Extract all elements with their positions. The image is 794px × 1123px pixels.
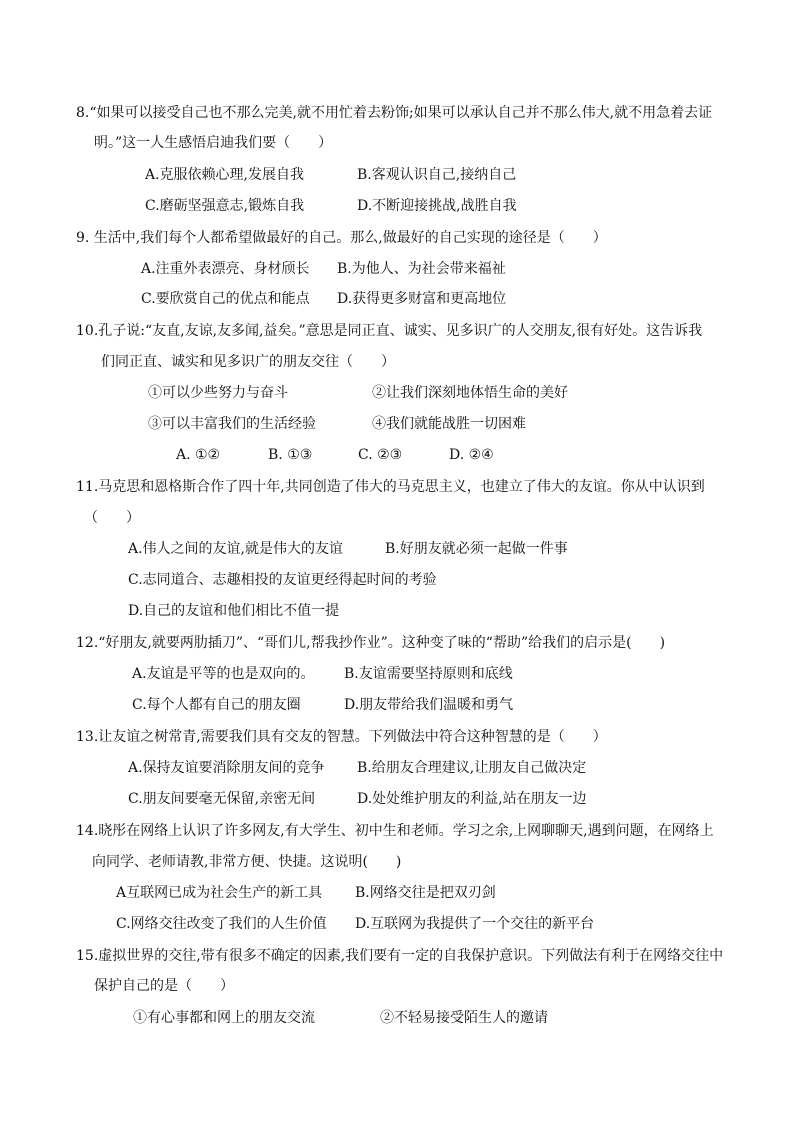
- question-13-option-a: A.保持友谊要消除朋友间的竞争: [128, 760, 325, 776]
- question-13-stem: 13.让友谊之树常青,需要我们具有交友的智慧。下列做法中符合这种智慧的是（ ）: [76, 729, 607, 745]
- question-11-stem-line1: 11.马克思和恩格斯合作了四十年,共同创造了伟大的马克思主义，也建立了伟大的友谊。你从中认识到: [76, 479, 705, 495]
- question-11-option-a: A.伟人之间的友谊,就是伟大的友谊: [128, 541, 344, 557]
- question-8-option-a: A.克服依赖心理,发展自我: [145, 167, 305, 183]
- question-10-item-1: ①可以少些努力与奋斗: [148, 385, 288, 401]
- question-15-item-1: ①有心事都和网上的朋友交流: [133, 1010, 315, 1026]
- question-15-stem-line1: 15.虚拟世界的交往,带有很多不确定的因素,我们要有一定的自我保护意识。下列做法有利于在网络交往中: [76, 948, 724, 964]
- question-14-stem-line2: 向同学、老师请教,非常方便、快捷。这说明( ): [92, 854, 402, 870]
- question-11-stem-line2: （ ）: [84, 510, 140, 526]
- question-10-item-2: ②让我们深刻地体悟生命的美好: [372, 385, 568, 401]
- question-12-option-a: A.友谊是平等的也是双向的。: [132, 666, 315, 682]
- question-13-option-b: B.给朋友合理建议,让朋友自己做决定: [357, 760, 587, 776]
- question-11-option-b: B.好朋友就必须一起做一件事: [385, 541, 568, 557]
- question-14-option-c: C.网络交往改变了我们的人生价值: [116, 916, 327, 932]
- question-10-stem-line1: 10.孔子说:“友直,友谅,友多闻,益矣。”意思是同正直、诚实、见多识广的人交朋友,很有好处。这告诉我: [76, 323, 703, 339]
- question-10-stem-line2: 们同正直、诚实和见多识广的朋友交往（ ）: [101, 354, 395, 370]
- question-10-option-b: B. ①③: [268, 447, 313, 463]
- question-13-option-d: D.处处维护朋友的利益,站在朋友一边: [357, 791, 587, 807]
- question-12-stem: 12.“好朋友,就要两肋插刀”、“哥们儿,帮我抄作业”。这种变了味的“帮助”给我们的启示是( ): [76, 635, 666, 651]
- question-10-item-3: ③可以丰富我们的生活经验: [148, 416, 316, 432]
- question-12-option-d: D.朋友带给我们温暖和勇气: [344, 697, 514, 713]
- question-13-option-c: C.朋友间要毫无保留,亲密无间: [128, 791, 316, 807]
- question-10-option-a: A. ①②: [176, 447, 221, 463]
- question-14-option-b: B.网络交往是把双刃剑: [355, 885, 496, 901]
- question-8-stem-line1: 8.“如果可以接受自己也不那么完美,就不用忙着去粉饰;如果可以承认自己并不那么伟大,就不用急着去证: [76, 105, 713, 121]
- question-11-option-c: C.志同道合、志趣相投的友谊更经得起时间的考验: [128, 572, 437, 588]
- question-9-option-a: A.注重外表漂亮、身材颀长: [141, 261, 310, 277]
- question-14-option-a: A互联网已成为社会生产的新工具: [116, 885, 323, 901]
- question-8-option-d: D.不断迎接挑战,战胜自我: [357, 198, 517, 214]
- question-9-option-c: C.要欣赏自己的优点和能点: [141, 291, 310, 307]
- question-15-stem-line2: 保护自己的是（ ）: [94, 978, 234, 994]
- question-14-option-d: D.互联网为我提供了一个交往的新平台: [355, 916, 595, 932]
- question-10-item-4: ④我们就能战胜一切困难: [372, 416, 526, 432]
- question-9-stem: 9. 生活中,我们每个人都希望做最好的自己。那么,做最好的自己实现的途径是（ ）: [76, 230, 607, 246]
- question-10-option-d: D. ②④: [449, 447, 494, 463]
- question-14-stem-line1: 14.晓彤在网络上认识了许多网友,有大学生、初中生和老师。学习之余,上网聊聊天,遇到问题，在网络上: [76, 823, 714, 839]
- question-9-option-d: D.获得更多财富和更高地位: [337, 291, 507, 307]
- question-8-option-c: C.磨砺坚强意志,锻炼自我: [145, 198, 305, 214]
- question-12-option-b: B.友谊需要坚持原则和底线: [344, 666, 513, 682]
- question-8-stem-line2: 明。”这一人生感悟启迪我们要（ ）: [94, 135, 333, 151]
- question-8-option-b: B.客观认识自己,接纳自己: [357, 167, 517, 183]
- question-11-option-d: D.自己的友谊和他们相比不值一提: [128, 603, 340, 619]
- question-9-option-b: B.为他人、为社会带来福祉: [337, 261, 506, 277]
- question-15-item-2: ②不轻易接受陌生人的邀请: [380, 1010, 548, 1026]
- question-12-option-c: C.每个人都有自己的朋友圈: [132, 697, 301, 713]
- question-10-option-c: C. ②③: [358, 447, 403, 463]
